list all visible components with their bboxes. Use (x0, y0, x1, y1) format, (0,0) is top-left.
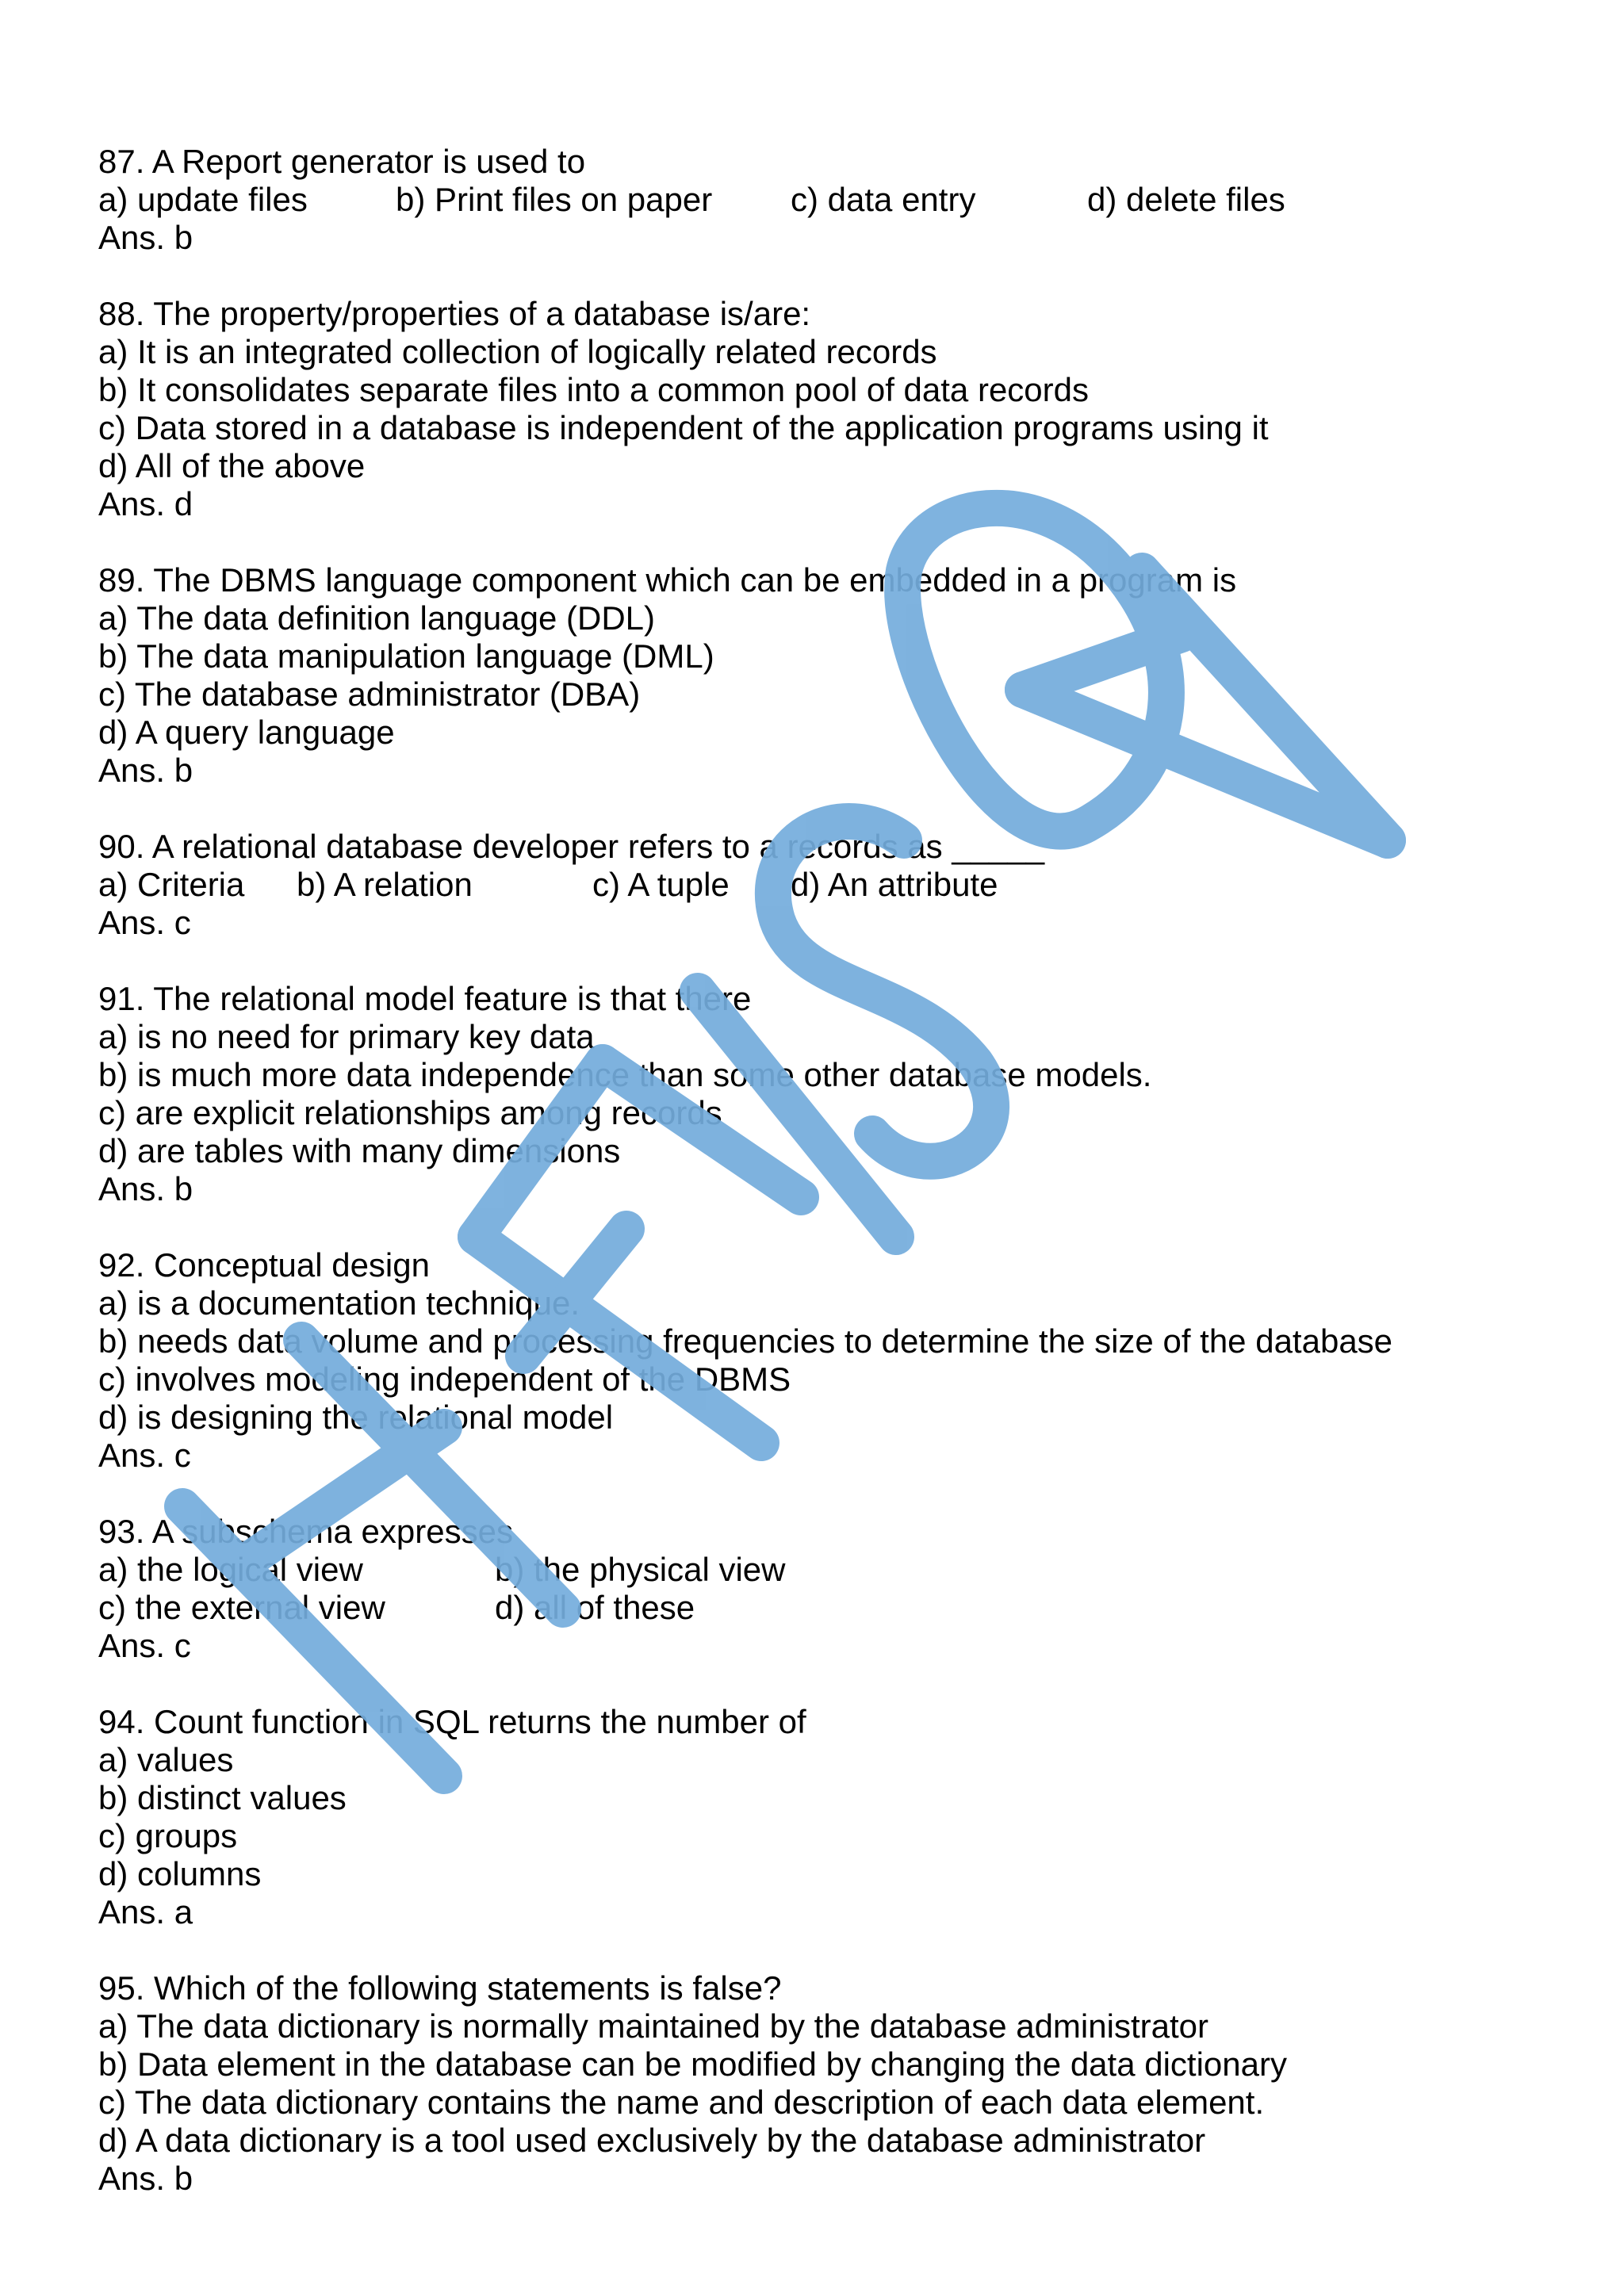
option-b: b) the physical view (495, 1551, 786, 1588)
option-b: b) It consolidates separate files into a common pool of data records (98, 371, 1090, 408)
options-row (98, 1589, 1557, 1627)
question-text: 93. A subschema expresses (98, 1513, 513, 1550)
option-d: d) An attribute (791, 866, 998, 903)
question-text: 90. A relational database developer refers to a records as _____ (98, 828, 1045, 865)
question-text: 94. Count function in SQL returns the number of (98, 1703, 806, 1740)
question-89 (98, 561, 1557, 790)
question-95 (98, 1969, 1557, 2198)
question-93 (98, 1513, 1557, 1665)
question-text: 92. Conceptual design (98, 1246, 430, 1284)
question-90 (98, 828, 1557, 942)
answer: Ans. b (98, 2160, 193, 2197)
question-87 (98, 143, 1557, 257)
option-a: a) the logical view (98, 1551, 363, 1588)
option-c: c) A tuple (592, 866, 730, 903)
option-a: a) The data definition language (DDL) (98, 599, 656, 637)
option-b: b) needs data volume and processing frequencies to determine the size of the database (98, 1322, 1393, 1360)
question-text: 91. The relational model feature is that there (98, 980, 752, 1017)
answer: Ans. b (98, 219, 193, 256)
option-c: c) Data stored in a database is independent of the application programs using it (98, 409, 1269, 446)
answer: Ans. b (98, 752, 193, 789)
question-88 (98, 295, 1557, 523)
answer: Ans. c (98, 1437, 191, 1474)
answer: Ans. b (98, 1170, 193, 1207)
question-text: 89. The DBMS language component which can be embedded in a program is (98, 561, 1237, 599)
option-d: d) are tables with many dimensions (98, 1132, 621, 1169)
option-c: c) involves modeling independent of the DBMS (98, 1360, 791, 1398)
option-a: a) Criteria (98, 866, 245, 903)
option-b: b) is much more data independence than some other database models. (98, 1056, 1152, 1093)
option-a: a) is no need for primary key data (98, 1018, 595, 1055)
question-text: 88. The property/properties of a database is/are: (98, 295, 811, 332)
option-d: d) columns (98, 1855, 262, 1892)
question-text: 95. Which of the following statements is false? (98, 1969, 782, 2007)
option-c: c) are explicit relationships among records (98, 1094, 722, 1131)
answer: Ans. c (98, 1627, 191, 1664)
options-row (98, 866, 1557, 904)
option-d: d) is designing the relational model (98, 1399, 614, 1436)
option-d: d) All of the above (98, 447, 366, 484)
option-d: d) all of these (495, 1589, 695, 1626)
option-b: b) A relation (297, 866, 473, 903)
option-b: b) distinct values (98, 1779, 347, 1816)
question-text: 87. A Report generator is used to (98, 143, 586, 180)
option-c: c) The database administrator (DBA) (98, 675, 641, 713)
option-b: b) Data element in the database can be modified by changing the data dictionary (98, 2045, 1287, 2083)
answer: Ans. c (98, 904, 191, 941)
option-b: b) Print files on paper (396, 181, 713, 218)
options-row (98, 181, 1557, 219)
option-d: d) delete files (1087, 181, 1285, 218)
option-d: d) A data dictionary is a tool used exclusively by the database administrator (98, 2122, 1206, 2159)
option-d: d) A query language (98, 714, 395, 751)
question-list (98, 143, 1557, 2236)
option-c: c) The data dictionary contains the name and description of each data element. (98, 2084, 1265, 2121)
answer: Ans. a (98, 1893, 193, 1931)
option-b: b) The data manipulation language (DML) (98, 637, 714, 675)
option-c: c) data entry (791, 181, 976, 218)
option-a: a) update files (98, 181, 308, 218)
question-91 (98, 980, 1557, 1208)
option-a: a) values (98, 1741, 234, 1778)
option-a: a) It is an integrated collection of logically related records (98, 333, 937, 370)
option-a: a) is a documentation technique. (98, 1284, 580, 1322)
option-a: a) The data dictionary is normally maintained by the database administrator (98, 2007, 1208, 2045)
answer: Ans. d (98, 485, 193, 522)
option-c: c) groups (98, 1817, 238, 1854)
question-94 (98, 1703, 1557, 1931)
option-c: c) the external view (98, 1589, 385, 1626)
options-row (98, 1551, 1557, 1589)
question-92 (98, 1246, 1557, 1475)
